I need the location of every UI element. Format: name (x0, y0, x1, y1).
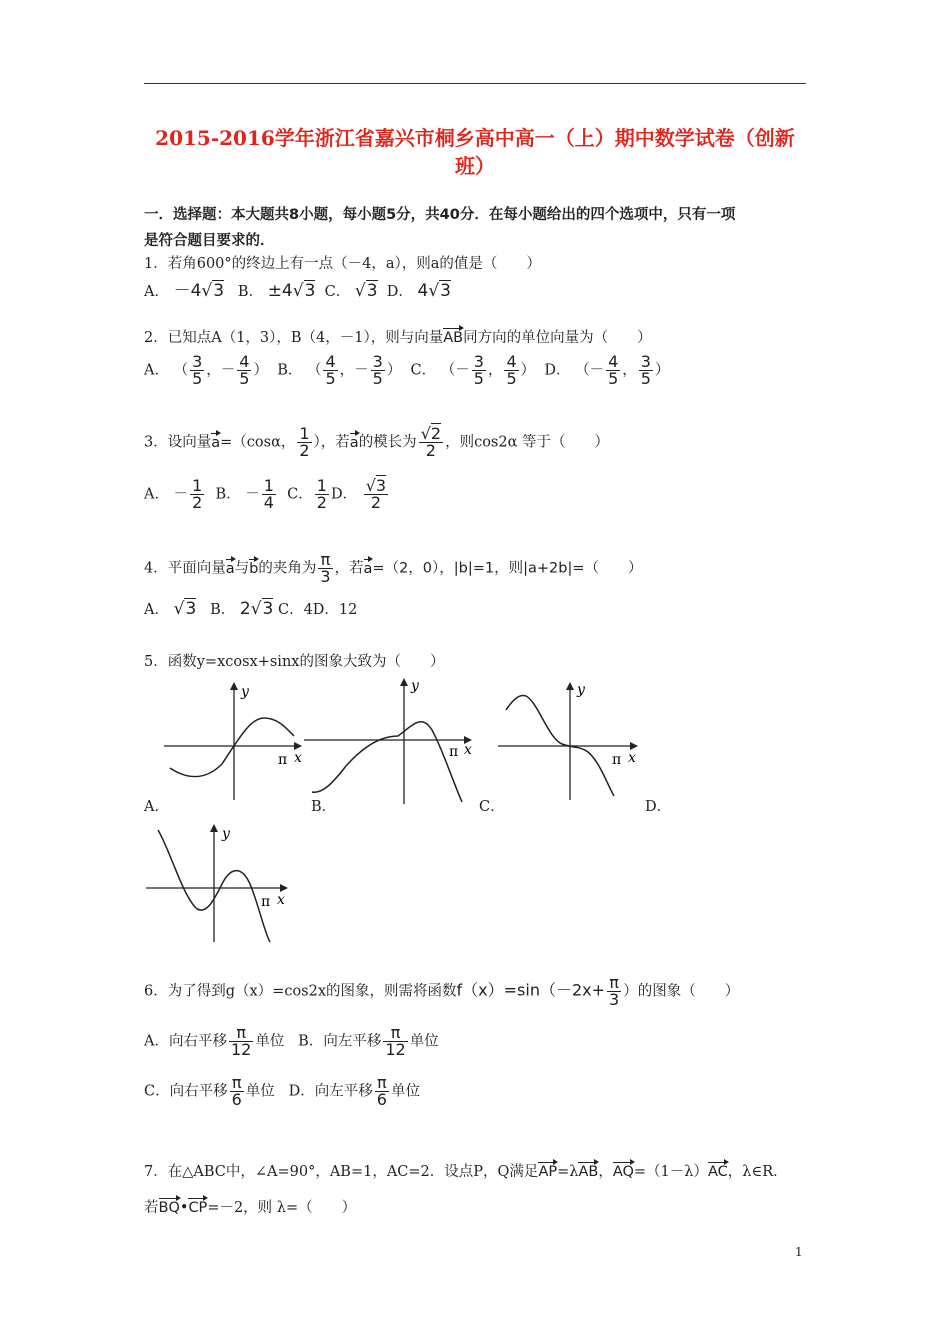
vector-ap: AP (538, 1164, 558, 1180)
graph-b (300, 674, 480, 806)
question-7-line2: 若BQ•CP=－2，则 λ=（ ） (144, 1200, 357, 1216)
page-number: 1 (795, 1245, 803, 1259)
q4-option-b: 2√3 (239, 599, 274, 619)
q6-b-frac: $\frac{\pi}{12}$ (385, 1023, 406, 1059)
q5-option-a-label: A． (144, 799, 169, 815)
x-axis-label: x (464, 742, 472, 758)
q5-option-d-label: D． (645, 799, 672, 815)
q2-a-frac2: $\frac{4}{5}$ (239, 352, 250, 388)
q1-option-a: －4√3 (173, 281, 225, 301)
question-5-stem: 5．函数y=xcosx+sinx的图象大致为（ ） (144, 654, 445, 670)
vector-bq: BQ (158, 1200, 180, 1216)
question-1-stem: 1．若角600°的终边上有一点（－4，a），则a的值是（ ） (144, 256, 541, 272)
question-6-stem: 6．为了得到g（x）=cos2x的图象，则需将函数f（x）=sin（－2x+ $\frac{\pi}{3}$ ）的图象（ ） (144, 973, 740, 1009)
q1-option-b: ±4√3 (267, 281, 316, 301)
header-rule (144, 83, 806, 84)
question-3-stem: 3．设向量a=（cosα， $\frac{1}{2}$ ），若a的模长为 $\frac{√2}{2}$ ，则cos2α 等于（ ） (144, 424, 609, 460)
q2-b-frac2: $\frac{3}{5}$ (372, 352, 383, 388)
y-axis-label: y (577, 682, 585, 698)
q4-angle: $\frac{\pi}{3}$ (320, 550, 331, 586)
pi-label: π (612, 752, 622, 768)
vector-a: a (211, 434, 221, 451)
question-4-stem: 4．平面向量a与b的夹角为 $\frac{\pi}{3}$ ，若a=（2，0），|b|=1，则|a+2b|=（ ） (144, 550, 643, 586)
q6-d-frac: $\frac{\pi}{6}$ (376, 1073, 387, 1109)
q4-expression: |a+2b|=（ ） (523, 560, 643, 577)
pi-label: π (278, 752, 288, 768)
q3-b-frac: $\frac{1}{4}$ (263, 476, 274, 512)
y-axis-label: y (411, 678, 419, 694)
graph-a (160, 676, 310, 802)
question-3-options: A． － $\frac{1}{2}$ B． － $\frac{1}{4}$ C． $\frac{1}{2}$ D． $\frac{√3}{2}$ (144, 476, 387, 512)
vector-aq: AQ (612, 1164, 634, 1180)
q2-b-frac1: $\frac{4}{5}$ (325, 352, 336, 388)
vector-a-2: a (349, 434, 359, 451)
vector-b: b (249, 560, 259, 577)
q3-d-frac: $\frac{√3}{2}$ (365, 476, 387, 512)
vector-a-2: a (363, 560, 373, 577)
question-4-options: A． √3 B． 2√3 C．4D．12 (144, 599, 358, 619)
q4-option-d: D．12 (312, 602, 358, 618)
vector-cp: CP (188, 1200, 208, 1216)
q4-option-a: √3 (173, 599, 197, 619)
x-axis-label: x (294, 750, 302, 766)
q4-norm-b: |b|=1，则 (453, 560, 524, 577)
y-axis-label: y (241, 684, 249, 700)
x-axis-label: x (628, 750, 636, 766)
question-7-line1: 7．在△ABC中，∠A=90°，AB=1，AC=2．设点P，Q满足AP=λAB，AQ=（1－λ）AC，λ∈R． (144, 1164, 788, 1180)
q6-function: f（x）=sin（－2x+ (456, 980, 606, 1000)
graph-d (144, 822, 294, 948)
q1-option-d-label: D． (386, 284, 413, 300)
q4-option-c: C．4 (277, 602, 313, 618)
q2-c-frac1: $\frac{3}{5}$ (473, 352, 484, 388)
q5-option-c-label: C． (479, 799, 505, 815)
y-axis-label: y (222, 826, 230, 842)
graph-c (496, 676, 646, 802)
q5-option-b-label: B． (311, 799, 337, 815)
vector-a: a (225, 560, 235, 577)
q1-option-b-label: B． (237, 284, 264, 300)
pi-label: π (261, 894, 271, 910)
pi-label: π (449, 744, 459, 760)
q6-func-frac: $\frac{\pi}{3}$ (609, 973, 620, 1009)
x-axis-label: x (277, 892, 285, 908)
question-6-options-row1: A．向右平移 $\frac{\pi}{12}$ 单位 B．向左平移 $\frac{\pi}{12}$ 单位 (144, 1023, 439, 1059)
q3-half: $\frac{1}{2}$ (299, 424, 310, 460)
q2-a-frac1: $\frac{3}{5}$ (192, 352, 203, 388)
question-1-options (144, 276, 451, 301)
vector-ac: AC (707, 1164, 728, 1180)
q1-option-a-label: A． (144, 284, 169, 300)
question-2-options: A． （ $\frac{3}{5}$ ，－ $\frac{4}{5}$ ） B． （ $\frac{4}{5}$ ，－ $\frac{3}{5}$ ） C． （－ $\frac{3}{5}$ ， $\frac{4}{5}$ ） D． （－ $\frac{4}{5}$ ， $\frac{3}{5}$ ） (144, 352, 670, 388)
page-title: 2015-2016学年浙江省嘉兴市桐乡高中高一（上）期中数学试卷（创新班） (155, 126, 795, 178)
vector-ab: AB (578, 1164, 599, 1180)
q6-a-frac: $\frac{\pi}{12}$ (230, 1023, 252, 1059)
q1-option-c: √3 (354, 281, 378, 301)
q3-length: $\frac{√2}{2}$ (420, 424, 442, 460)
q2-d-frac1: $\frac{4}{5}$ (608, 352, 619, 388)
q3-c-frac: $\frac{1}{2}$ (316, 476, 327, 512)
section-heading-line2: 是符合题目要求的． (144, 233, 275, 249)
q2-d-frac2: $\frac{3}{5}$ (640, 352, 651, 388)
q2-c-frac2: $\frac{4}{5}$ (506, 352, 517, 388)
section-heading-line1: 一．选择题：本大题共8小题，每小题5分，共40分．在每小题给出的四个选项中，只有一项 (144, 207, 736, 223)
q6-c-frac: $\frac{\pi}{6}$ (231, 1073, 242, 1109)
vector-ab: AB (443, 330, 464, 346)
question-2-stem: 2．已知点A（1，3），B（4，－1），则与向量AB同方向的单位向量为（ ） (144, 330, 652, 346)
question-6-options-row2: C．向右平移 $\frac{\pi}{6}$ 单位 D．向左平移 $\frac{\pi}{6}$ 单位 (144, 1073, 420, 1109)
q3-a-frac: $\frac{1}{2}$ (192, 476, 203, 512)
q1-option-c-label: C． (324, 284, 351, 300)
q1-option-d: 4√3 (417, 281, 451, 301)
